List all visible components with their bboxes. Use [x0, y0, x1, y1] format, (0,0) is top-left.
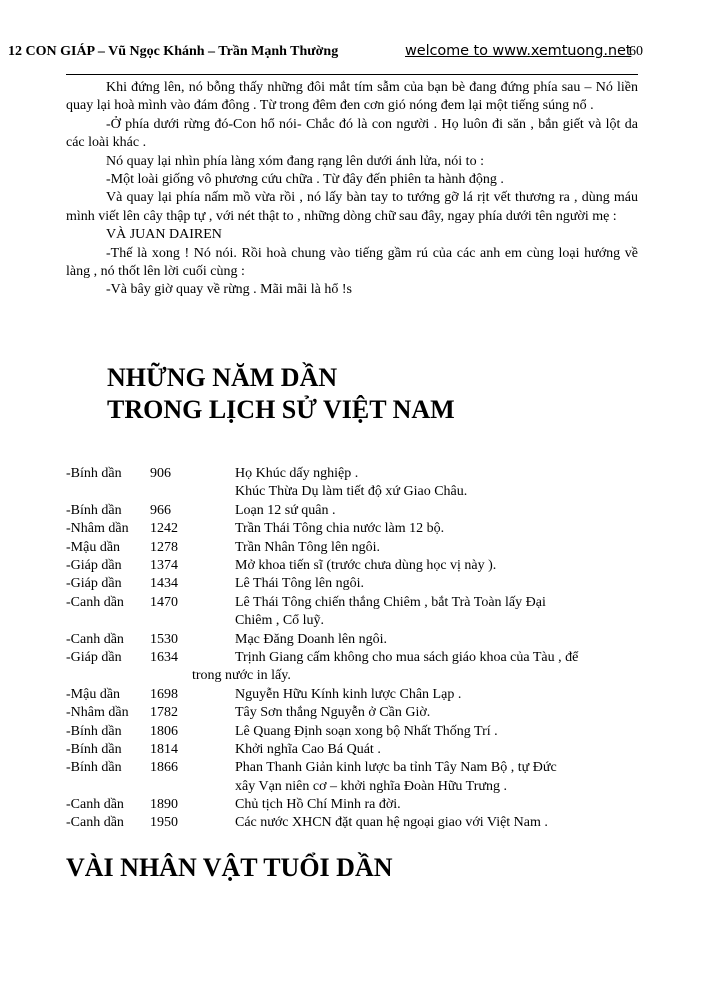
event-year: 1814: [150, 741, 178, 757]
event-year-name: -Bính dần: [66, 502, 122, 518]
page-number: 60: [629, 44, 643, 59]
event-year: 1278: [150, 539, 178, 555]
event-year-name: -Canh dần: [66, 815, 124, 831]
paragraph: -Một loài giống vô phương cứu chữa . Từ đây đến phiên ta hành động .: [106, 172, 504, 188]
event-description: Mở khoa tiến sĩ (trước chưa dùng học vị này ).: [235, 557, 497, 573]
event-year: 1242: [150, 521, 178, 537]
event-year: 1434: [150, 576, 178, 592]
event-description: Trần Thái Tông chia nước làm 12 bộ.: [235, 521, 445, 537]
event-year-name: -Giáp dần: [66, 576, 122, 592]
event-year-name: -Giáp dần: [66, 649, 122, 665]
event-year: 1950: [150, 815, 178, 831]
event-year-name: -Giáp dần: [66, 557, 122, 573]
event-description: Lê Thái Tông chiến thắng Chiêm , bắt Trà Toàn lấy Đại: [235, 594, 546, 610]
event-description: Khởi nghĩa Cao Bá Quát .: [235, 741, 381, 757]
event-year: 1806: [150, 723, 178, 739]
page-header: [8, 44, 692, 64]
paragraph: Khi đứng lên, nó bỗng thấy những đôi mắt tím sẫm của bạn bè đang đứng phía sau – Nó liền quay lại hoà mình vào đám đông . Từ trong đêm đen cơn gió nóng đem lại một tiếng súng nổ .: [66, 80, 638, 114]
event-description-continued: Khúc Thừa Dụ làm tiết độ xứ Giao Châu.: [235, 484, 468, 500]
heading-line-1: NHỮNG NĂM DẦN: [107, 363, 338, 392]
event-year: 966: [150, 502, 171, 518]
event-description: Mạc Đăng Doanh lên ngôi.: [235, 631, 388, 647]
event-description: Trịnh Giang cấm không cho mua sách giáo khoa của Tàu , để: [235, 649, 579, 665]
event-year-name: -Mậu dần: [66, 686, 121, 702]
event-description-continued: trong nước in lấy.: [192, 668, 291, 684]
website-link[interactable]: welcome to www.xemtuong.net: [405, 43, 632, 59]
event-description: Tây Sơn thắng Nguyễn ở Cần Giờ.: [235, 705, 431, 721]
event-year: 1530: [150, 631, 178, 647]
event-year-name: -Canh dần: [66, 594, 124, 610]
event-year: 1890: [150, 797, 178, 813]
event-year: 1782: [150, 705, 178, 721]
event-description: Các nước XHCN đặt quan hệ ngoại giao với Việt Nam .: [235, 815, 548, 831]
event-year: 1866: [150, 760, 178, 776]
paragraph: Nó quay lại nhìn phía làng xóm đang rạng lên dưới ánh lửa, nói to :: [106, 153, 484, 169]
event-year-name: -Bính dần: [66, 760, 122, 776]
story-text: [66, 79, 638, 300]
event-description-continued: xây Vạn niên cơ – khởi nghĩa Đoàn Hữu Trưng .: [235, 778, 507, 794]
event-year-name: -Bính dần: [66, 741, 122, 757]
event-year-name: -Mậu dần: [66, 539, 121, 555]
event-year-name: -Bính dần: [66, 466, 122, 481]
event-year-name: -Nhâm dần: [66, 705, 129, 721]
book-title: 12 CON GIÁP – Vũ Ngọc Khánh – Trần Mạnh Thường: [8, 44, 339, 59]
paragraph: VÀ JUAN DAIREN: [106, 227, 222, 243]
heading-line-2: TRONG LỊCH SỬ VIỆT NAM: [107, 395, 455, 424]
paragraph: -Và bây giờ quay về rừng . Mãi mãi là hổ !s: [106, 282, 352, 298]
event-year: 1374: [150, 557, 178, 573]
event-year: 1470: [150, 594, 178, 610]
event-year: 906: [150, 466, 171, 481]
event-description-continued: Chiêm , Cổ luỹ.: [235, 613, 325, 629]
paragraph: Và quay lại phía nấm mồ vừa rồi , nó lấy bàn tay to tướng gỡ lá rịt vết thương ra , dùng máu mình viết lên cây thập tự , với nét thật to , những dòng chữ sau đây, ngay phía dưới tên người mẹ :: [66, 190, 638, 224]
event-year: 1698: [150, 686, 178, 702]
section-heading-years: [107, 362, 455, 426]
paragraph: -Ở phía dưới rừng đó-Con hổ nói- Chắc đó là con người . Họ luôn đi săn , bắn giết và lột da các loài khác .: [66, 116, 638, 151]
event-year-name: -Nhâm dần: [66, 521, 129, 537]
section-heading-people: VÀI NHÂN VẬT TUỔI DẦN: [66, 853, 393, 882]
event-description: Loạn 12 sứ quân .: [235, 502, 336, 518]
event-description: Lê Thái Tông lên ngôi.: [235, 576, 364, 592]
event-description: Chủ tịch Hồ Chí Minh ra đời.: [235, 797, 401, 813]
event-description: Trần Nhân Tông lên ngôi.: [235, 539, 381, 555]
event-year: 1634: [150, 649, 178, 665]
header-rule: [66, 74, 638, 75]
event-description: Nguyễn Hữu Kính kinh lược Chân Lạp .: [235, 686, 462, 702]
event-year-name: -Bính dần: [66, 723, 122, 739]
event-description: Phan Thanh Giản kinh lược ba tỉnh Tây Nam Bộ , tự Đức: [235, 760, 557, 776]
event-year-name: -Canh dần: [66, 797, 124, 813]
event-year-name: -Canh dần: [66, 631, 124, 647]
paragraph: -Thế là xong ! Nó nói. Rồi hoà chung vào tiếng gầm rú của các anh em cùng loại hướng về làng , nó thốt lên lời cuối cùng :: [66, 245, 638, 280]
event-description: Họ Khúc dấy nghiệp .: [235, 466, 359, 481]
event-description: Lê Quang Định soạn xong bộ Nhất Thống Trí .: [235, 723, 498, 739]
